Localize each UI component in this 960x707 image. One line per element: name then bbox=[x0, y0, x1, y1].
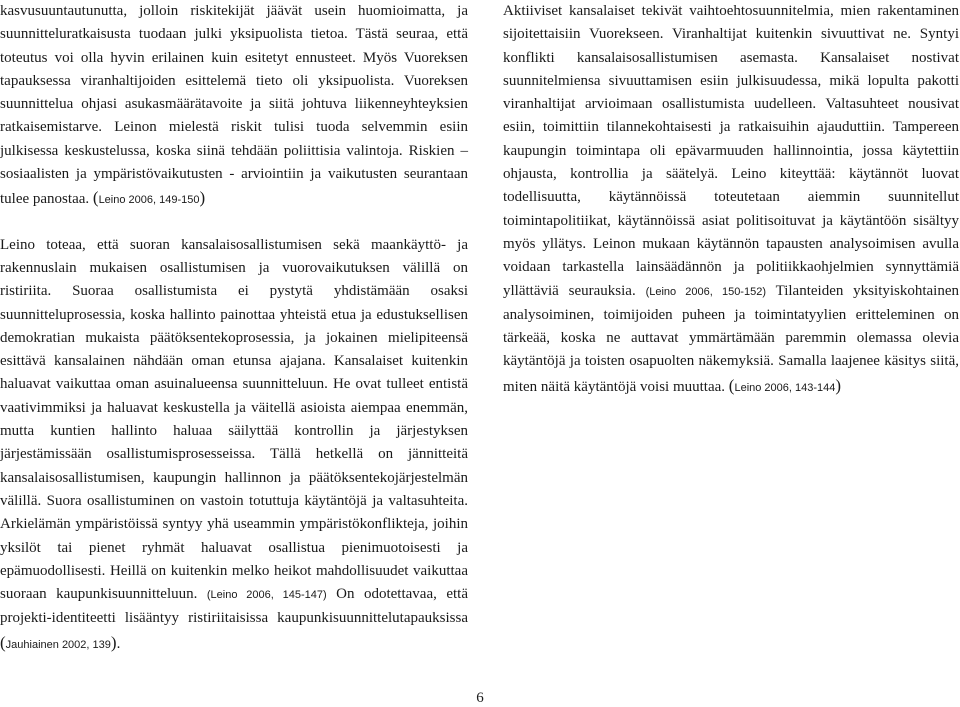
right-column bbox=[503, 0, 959, 400]
page-number: 6 bbox=[476, 690, 484, 706]
right-paragraph-1-text: Aktiiviset kansalaiset tekivät vaihtoehtosuunnitelmia, mien rakentaminen sijoitettaisiin Vuorekseen. Viranhaltijat kuitenkin sivuuttivat ne. Syntyi konflikti kansalaisosallistumisen asemasta. Kansalaiset nostivat suunnitelmiensa sivuuttamisen esiin julkisuudessa, mikä lopulta pakotti viranhaltijat arvioimaan osallistumista uudelleen. Valtasuhteet nousivat esiin, toimittiin tilannekohtaisesti ja ratkaisuihin ajauduttiin. Tampereen kaupungin toimintapa oli epävarmuuden hallinnointia, jossa käytettiin ohjausta, kontrollia ja säätelyä. Leino kiteyttää: käytännöt luovat todellisuutta, käytännöissä toteutetaan aiemmin suunnitellut toimintapolitiikat, käytännöissä asiat politisoituvat ja käytäntöön sisältyy myös yllätys. Leinon mukaan käytännön tapausten analysoimisen avulla voidaan tarkastella lainsäädännön ja politiikkaohjelmien synnyttämiä yllättäviä seurauksia. bbox=[503, 3, 959, 299]
left-column bbox=[0, 0, 468, 657]
left-paragraph-2-end: . bbox=[116, 635, 121, 652]
citation-close-paren: ) bbox=[199, 188, 206, 208]
left-paragraph-2 bbox=[0, 234, 468, 657]
citation-leino-145-147: (Leino 2006, 145-147) bbox=[206, 589, 327, 602]
paragraph-gap bbox=[0, 213, 468, 234]
citation-jauhiainen-2002: Jauhiainen 2002, 139 bbox=[5, 638, 111, 651]
left-paragraph-1-text: kasvusuuntautunutta, jolloin riskitekijät jäävät usein huomioimatta, ja suunnitteluratkaisusta tuodaan julki yksipuolista tietoa. Tästä seuraa, että toteutus voi olla hyvin erilainen kuin esitetyt ennusteet. Myös Vuoreksen tapauksessa viranhaltijoiden esittelemä tieto oli yksipuolista. Vuoreksen suunnittelua ohjasi asukasmäärätavoite ja siitä johtuva liikenneyhteyksien ratkaisemistarve. Leinon mielestä riskit tulisi tuoda selvemmin esiin julkisessa keskustelussa, koska siinä tehdään poliittisia valintoja. Riskien – sosiaalisten ja ympäristövaikutusten - arviointiin ja vaikutusten seurantaan tulee panostaa. bbox=[0, 3, 468, 208]
right-paragraph-1-text-b: Tilanteiden yksityiskohtainen analysoiminen, toimijoiden puheen ja toimintatyylien eritteleminen on tärkeää, koska ne auttavat ymmärtämään paremmin olemassa olevia käytäntöjä ja toisten osapuolten näkemyksiä. Samalla laajenee käsitys siitä, miten näitä käytäntöjä voisi muuttaa. bbox=[503, 282, 960, 395]
right-paragraph-1 bbox=[503, 0, 959, 400]
citation-open-paren: ( bbox=[0, 632, 6, 652]
citation-leino-150-152: (Leino 2006, 150-152) bbox=[645, 285, 766, 298]
left-paragraph-2-text-b: On odotettavaa, että projekti-identiteetti lisääntyy ristiriitaisissa kaupunkisuunnittelutapauksissa bbox=[0, 586, 469, 627]
left-paragraph-1 bbox=[0, 0, 468, 213]
citation-open-paren: ( bbox=[92, 188, 99, 208]
left-paragraph-2-text: Leino toteaa, että suoran kansalaisosallistumisen sekä maankäyttö- ja rakennuslain mukaisen osallistumisen ja vuorovaikutuksen välillä on ristiriita. Suoraa osallistumista ei pystytä yhdistämään osaksi suunnitteluprosessia, koska hallinto painottaa yhteistä etua ja edustuksellisen demokratian mukaista päätöksentekoprosessia, ja jokainen mielipiteensä esittävä kansalainen nähdään oman etunsa ajajana. Kansalaiset kuitenkin haluavat vaikuttaa oman asuinalueensa suunnitteluun. He ovat tulleet entistä vaativimmiksi ja haluavat keskustella ja väitellä asioista aiempaa enemmän, mutta kuntien hallinto haluaa säilyttää kontrollin ja järjestyksen järjestämissään osallistumisprosesseissa. Tällä hetkellä on jännitteitä kansalaisosallistumisen, kaupungin hallinnon ja päätöksentekojärjestelmän välillä. Suora osallistuminen on vastoin totuttuja käytäntöjä ja valtasuhteita. Arkielämän ympäristöissä syntyy yhä useammin ympäristökonflikteja, joihin yksilöt tai pienet ryhmät haluavat osallistua pienimuotoisesti ja epämuodollisesti. Heillä on kuitenkin melko heikot mahdollisuudet vaikuttaa suoraan kaupunkisuunnitteluun. bbox=[0, 236, 468, 603]
citation-leino-143-144: Leino 2006, 143-144 bbox=[734, 381, 836, 394]
citation-open-paren: ( bbox=[728, 375, 735, 395]
citation-close-paren: ) bbox=[110, 632, 117, 652]
citation-close-paren: ) bbox=[835, 375, 842, 395]
citation-leino-149-150: Leino 2006, 149-150 bbox=[98, 194, 200, 207]
